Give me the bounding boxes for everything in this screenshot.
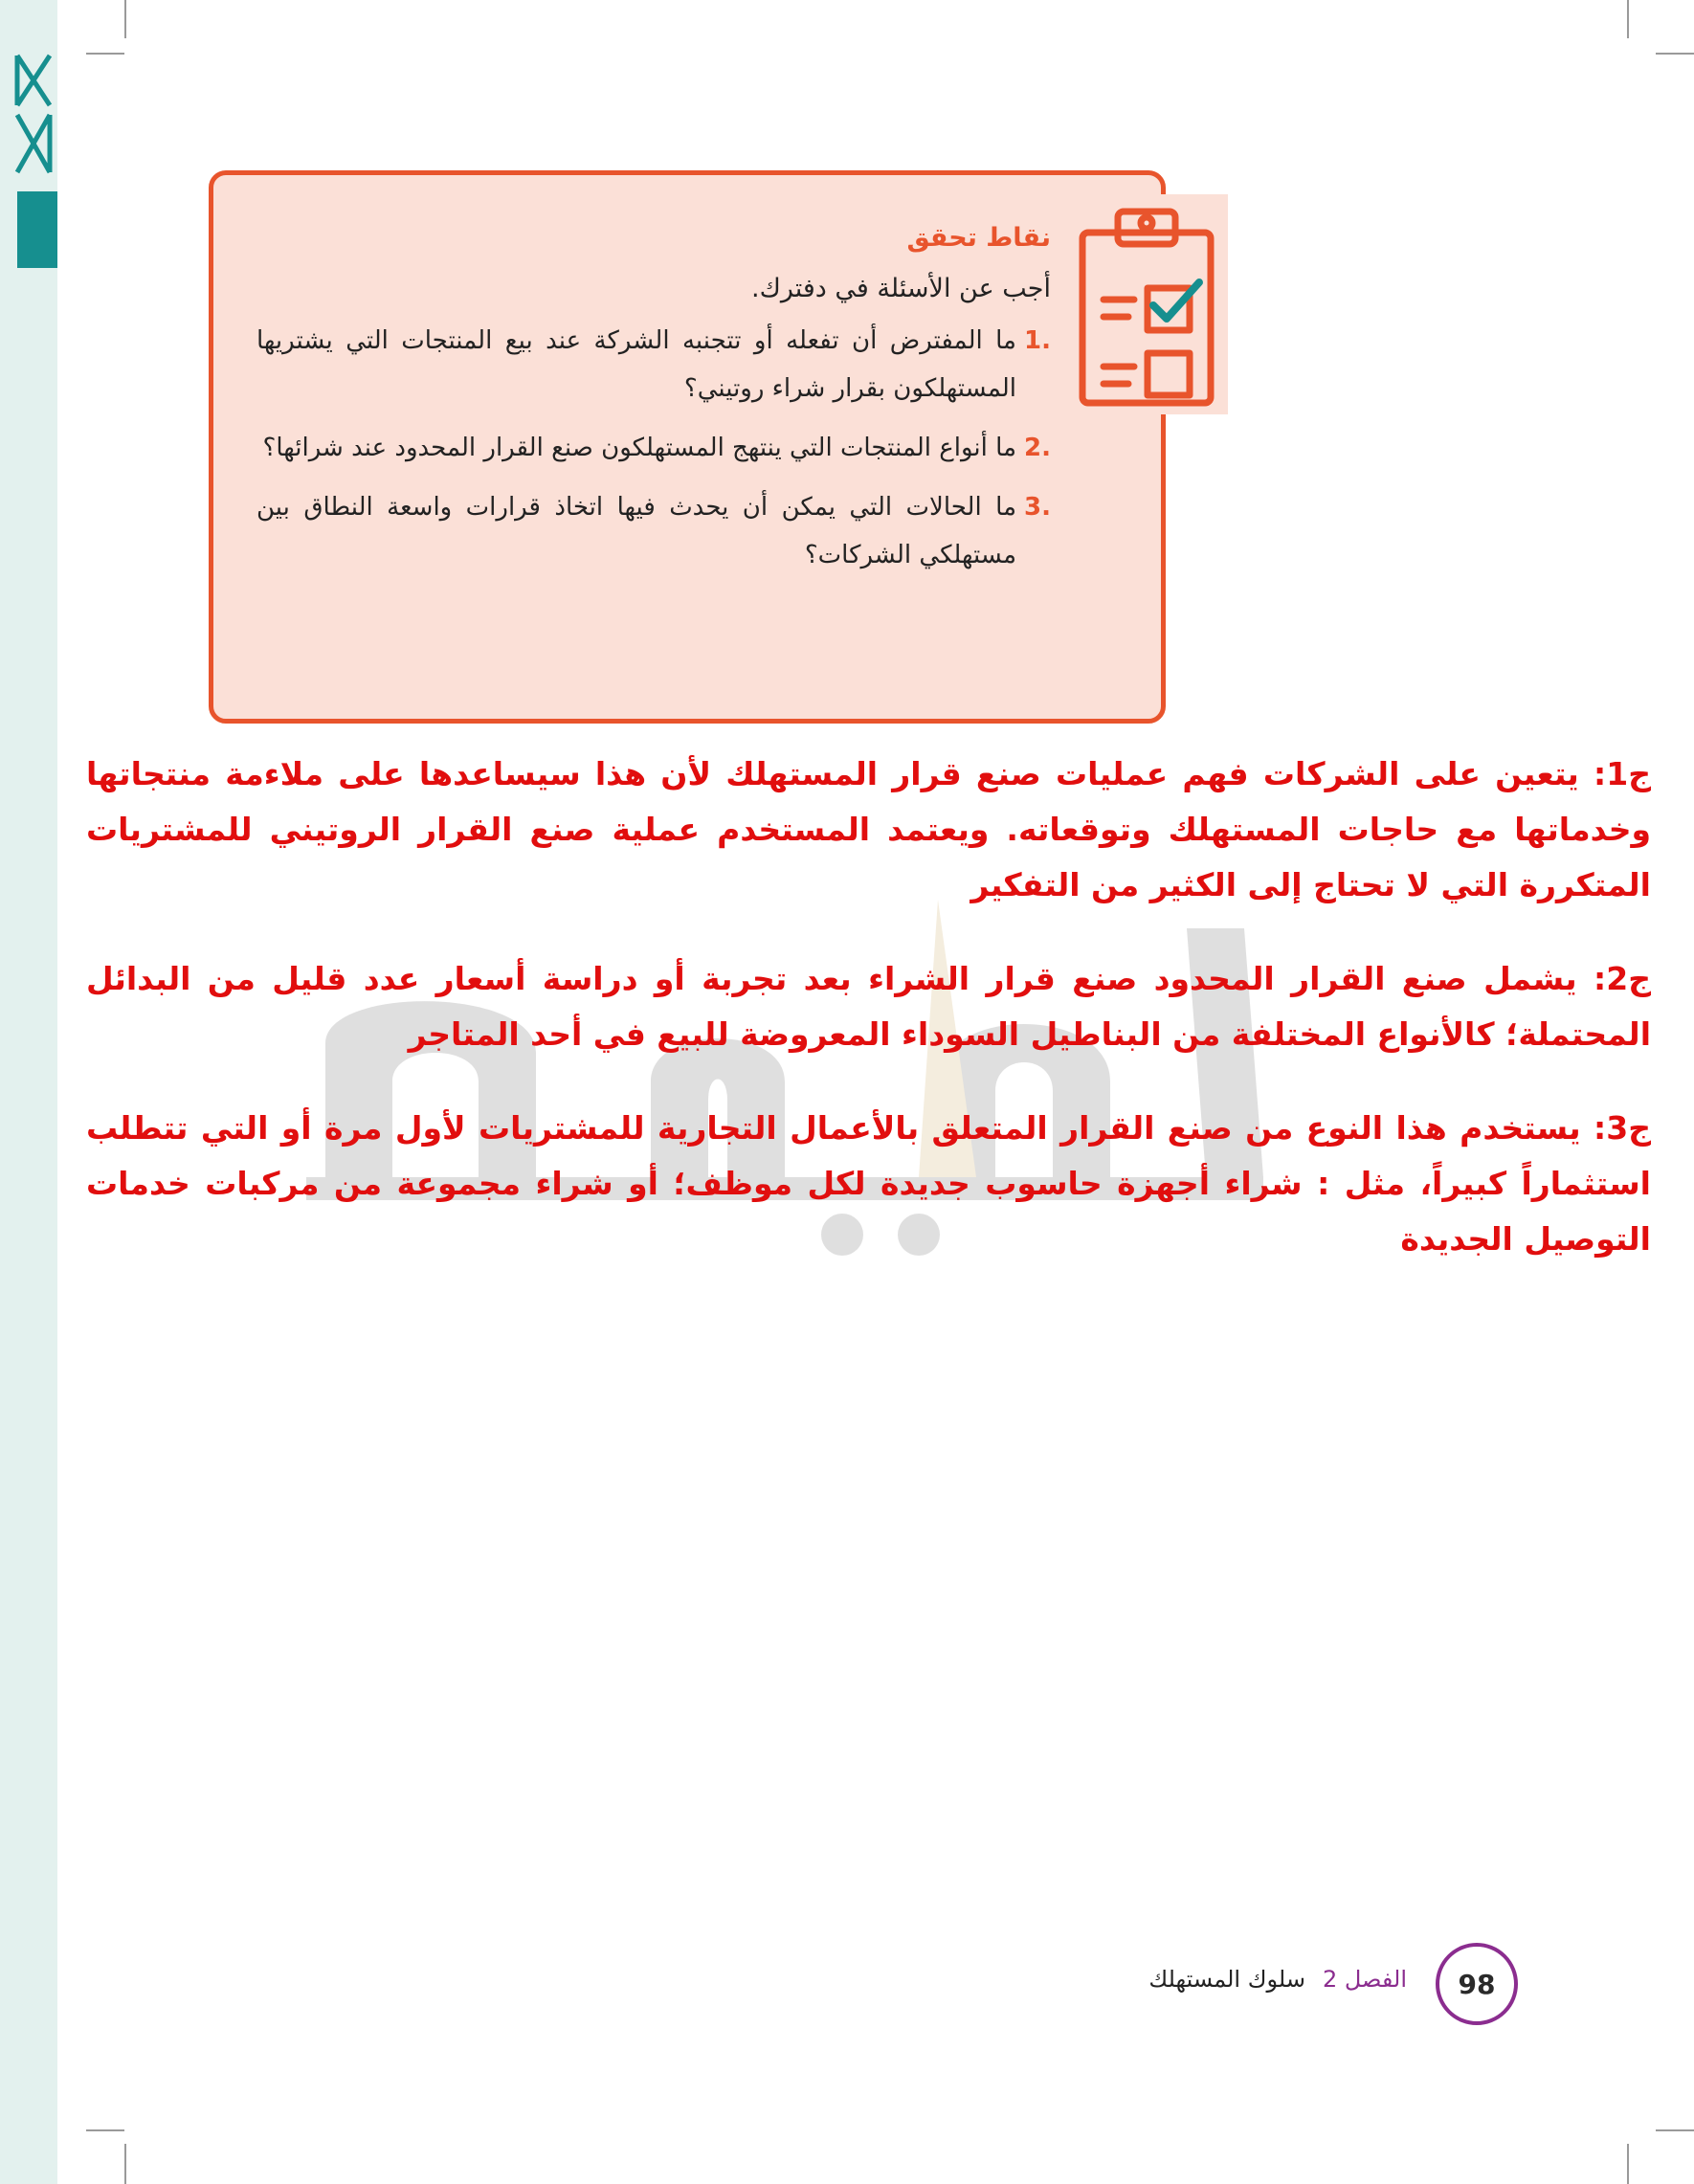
crop-mark xyxy=(86,53,124,55)
crop-mark xyxy=(124,2144,126,2184)
answer-paragraph xyxy=(86,951,1651,1062)
answer-label: ج3: xyxy=(1594,1109,1651,1147)
answer-text: يتعين على الشركات فهم عمليات صنع قرار المستهلك لأن هذا سيساعدها على ملاءمة منتجاتها وخدماتها مع حاجات المستهلك وتوقعاته. ويعتمد المستخدم عملية صنع القرار الروتيني للمشتريات المتكررة التي لا تحتاج إلى الكثير من التفكير xyxy=(86,755,1651,903)
chapter-label: الفصل 2 xyxy=(1322,1966,1407,1993)
checkpoint-content xyxy=(256,223,1051,591)
crop-mark xyxy=(1627,2144,1629,2184)
chapter-info xyxy=(1148,1966,1407,1993)
question-number: .3 xyxy=(1024,493,1051,522)
clipboard-check-icon xyxy=(1065,194,1228,414)
crop-mark xyxy=(1656,53,1694,55)
answer-label: ج2: xyxy=(1594,960,1651,997)
crop-mark xyxy=(124,0,126,38)
question-text: ما الحالات التي يمكن أن يحدث فيها اتخاذ قرارات واسعة النطاق بين مستهلكي الشركات؟ xyxy=(256,493,1016,569)
answer-paragraph xyxy=(86,1101,1651,1267)
answers-section xyxy=(86,747,1651,1305)
checkpoint-title: نقاط تحقق xyxy=(906,223,1051,253)
question-text: ما أنواع المنتجات التي ينتهج المستهلكون صنع القرار المحدود عند شرائها؟ xyxy=(262,434,1016,462)
answer-text: يشمل صنع القرار المحدود صنع قرار الشراء بعد تجربة أو دراسة أسعار عدد قليل من البدائل المحتملة؛ كالأنواع المختلفة من البناطيل السوداء المعروضة للبيع في أحد المتاجر xyxy=(86,960,1651,1053)
question-text: ما المفترض أن تفعله أو تتجنبه الشركة عند بيع المنتجات التي يشتريها المستهلكون بقرار شراء روتيني؟ xyxy=(256,326,1016,403)
question-number: .2 xyxy=(1024,434,1051,462)
question-number: .1 xyxy=(1024,326,1051,355)
left-margin-strip xyxy=(0,0,57,2184)
checkpoint-intro: أجب عن الأسئلة في دفترك. xyxy=(750,274,1051,303)
question-item xyxy=(256,317,1051,412)
answer-text: يستخدم هذا النوع من صنع القرار المتعلق بالأعمال التجارية للمشتريات لأول مرة أو التي تتطلب استثماراً كبيراً، مثل : شراء أجهزة حاسوب جديدة لكل موظف؛ أو شراء مجموعة من مركبات خدمات التوصيل الجديدة xyxy=(86,1109,1651,1258)
answer-label: ج1: xyxy=(1594,755,1651,792)
chapter-title: سلوك المستهلك xyxy=(1148,1966,1305,1993)
question-item xyxy=(256,483,1051,579)
answer-paragraph xyxy=(86,747,1651,913)
page-footer xyxy=(861,1943,1531,2029)
question-item xyxy=(256,424,1051,472)
crop-mark xyxy=(1627,0,1629,38)
checkpoint-box xyxy=(209,170,1166,724)
page-number: 98 xyxy=(1436,1943,1518,2025)
teal-tab xyxy=(17,191,57,268)
crop-mark xyxy=(1656,2129,1694,2131)
decorative-pattern-icon xyxy=(11,48,57,182)
checkpoint-questions xyxy=(256,317,1051,579)
crop-mark xyxy=(86,2129,124,2131)
